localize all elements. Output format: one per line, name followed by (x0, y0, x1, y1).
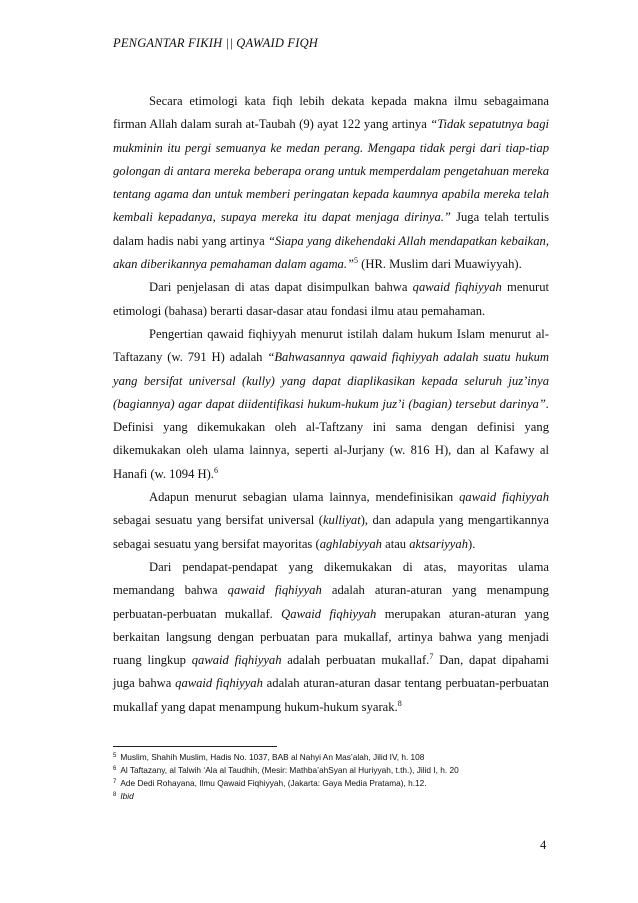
footnote-number: 5 (113, 753, 117, 759)
p1-text-c: Juga telah tertulis dalam hadis nabi yang artinya (113, 210, 549, 248)
p4-term-h: aktsariyyah (409, 536, 468, 551)
p5-text-h: Dan, dapat dipahami juga bahwa (113, 653, 549, 691)
footnote-text: Al Taftazany, al Talwih ‘Ala al Taudhih, (Mesir: Mathba’ahSyan al Huriyyah, t.th.), Jilid I, h. 20 (120, 765, 459, 776)
running-header: PENGANTAR FIKIH || QAWAID FIQH (113, 36, 319, 50)
p5-text-c: adalah aturan-aturan yang menampung perbuatan-perbuatan mukallaf. (113, 583, 549, 621)
p5-text-g: adalah perbuatan mukallaf. (281, 653, 430, 668)
footnote-number: 8 (113, 792, 117, 799)
body-text (113, 90, 549, 719)
p3-text-a: Pengertian qawaid fiqhiyyah menurut istilah dalam hukum Islam menurut al-Taftazany (w. 791 H) adalah (113, 326, 549, 365)
p3-text-c: Definisi yang dikemukakan oleh al-Taftzany ini sama dengan definisi yang dikemukakan oleh ulama lainnya, seperti al-Jurjany (w. 816 H), dan al Kafawy al Hanafi (w. 1094 H). (113, 420, 549, 481)
p5-text-e: merupakan aturan-aturan yang berkaitan langsung dengan perbuatan para mukallaf, artinya bahwa yang menjadi ruang lingkup (113, 606, 550, 668)
footnote-number: 7 (113, 779, 117, 786)
footnote-ref-7[interactable]: 7 (429, 652, 434, 662)
p4-text-i: ). (468, 536, 476, 551)
footnote-separator (113, 746, 277, 747)
p4-text-e: ), dan adapula yang mengartikannya sebagai sesuatu yang bersifat mayoritas ( (113, 513, 550, 551)
p4-term-b: qawaid fiqhiyyah (459, 490, 549, 505)
p1-text-e: (HR. Muslim dari Muawiyyah). (358, 257, 522, 272)
footnote-text: Ade Dedi Rohayana, Ilmu Qawaid Fiqhiyyah, (Jakarta: Gaya Media Pratama), h.12. (120, 778, 427, 789)
footnote-5 (113, 751, 549, 764)
p5-term-i: qawaid fiqhiyyah (175, 676, 263, 691)
p4-text-a: Adapun menurut sebagian ulama lainnya, mendefinisikan (149, 490, 460, 505)
p4-text-g: atau (381, 536, 410, 551)
p2-term: qawaid fiqhiyyah (412, 280, 502, 295)
paragraph-5 (113, 556, 549, 719)
footnote-7 (113, 777, 549, 790)
p3-quote: “Bahwasannya qawaid fiqhiyyah adalah suatu hukum yang bersifat universal (kully) yang dapat diaplikasikan kepada seluruh juz’inya (bagiannya) agar dapat diidentifikasi hukum-hukum juz’i (bagian) tersebut darinya”. (113, 350, 549, 411)
footnotes (113, 751, 549, 803)
paragraph-3 (113, 323, 549, 486)
p1-quote-hadith: “Siapa yang dikehendaki Allah mendapatkan kebaikan, akan diberikannya pemahaman dalam agama.” (113, 233, 549, 272)
footnote-ref-5[interactable]: 5 (354, 256, 359, 266)
p4-term-d: kulliyat (322, 513, 361, 528)
footnote-text: Ibid (120, 791, 134, 802)
p5-term-b: qawaid fiqhiyyah (227, 583, 322, 598)
p1-text-a: Secara etimologi kata fiqh lebih dekata kepada makna ilmu sebagaimana firman Allah dalam surah at-Taubah (9) ayat 122 yang artinya (113, 94, 549, 132)
p2-text-c: menurut etimologi (bahasa) berarti dasar-dasar atau fondasi ilmu atau pemahaman. (113, 280, 549, 318)
p5-term-d: Qawaid fiqhiyyah (281, 606, 377, 621)
p1-quote-quran: “Tidak sepatutnya bagi mukminin itu pergi semuanya ke medan perang. Mengapa tidak pergi dari tiap-tiap golongan di antara mereka beberapa orang untuk memperdalam pengetahuan mereka tentang agama dan untuk memberi peringatan kepada kaumnya apabila mereka telah kembali kepadanya, supaya mereka itu dapat menjaga dirinya.” (113, 117, 549, 225)
footnote-text: Muslim, Shahih Muslim, Hadis No. 1037, BAB al Nahyi An Mas’alah, Jilid IV, h. 108 (120, 752, 425, 762)
paragraph-1 (113, 90, 549, 276)
p4-text-c: sebagai sesuatu yang bersifat universal ( (113, 513, 323, 528)
footnote-6 (113, 764, 549, 777)
footnote-8 (113, 790, 549, 803)
footnote-number: 6 (113, 766, 117, 773)
footnote-ref-6[interactable]: 6 (213, 465, 218, 475)
p5-term-f: qawaid fiqhiyyah (191, 653, 282, 668)
p4-term-f: aghlabiyyah (319, 536, 382, 551)
footnote-ref-8[interactable]: 8 (397, 698, 402, 708)
paragraph-2 (113, 276, 549, 323)
p5-text-a: Dari pendapat-pendapat yang dikemukakan di atas, mayoritas ulama memandang bahwa (113, 559, 549, 598)
page-number: 4 (540, 838, 547, 852)
paragraph-4 (113, 486, 549, 556)
p2-text-a: Dari penjelasan di atas dapat disimpulkan bahwa (149, 280, 413, 295)
p5-text-j: adalah aturan-aturan dasar tentang perbuatan-perbuatan mukallaf yang dapat menampung hukum-hukum syarak. (113, 676, 549, 714)
